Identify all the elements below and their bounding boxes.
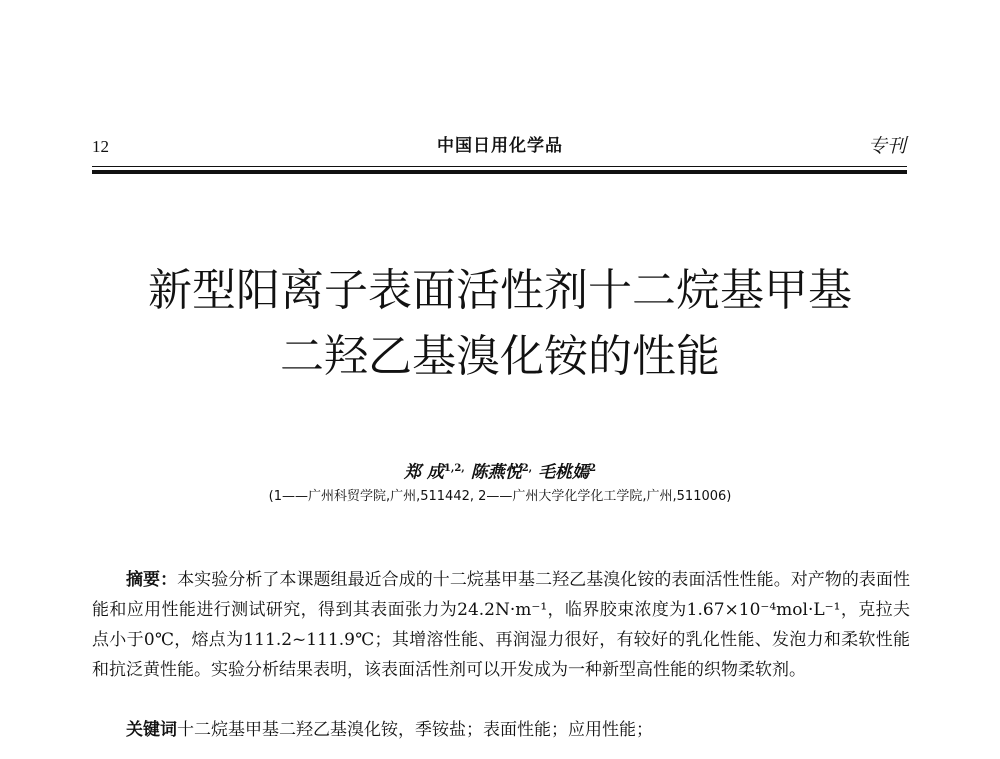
- author-name: 陈燕悦: [470, 462, 522, 483]
- author-list: [0, 458, 1000, 484]
- author-affiliation-mark: 2: [589, 463, 597, 474]
- journal-name: 中国日用化学品: [437, 136, 563, 156]
- header-rule-thick: [92, 170, 907, 174]
- issue-label: 专刊: [867, 135, 906, 157]
- author-name: 毛桃嫣: [538, 462, 590, 483]
- keywords: [92, 715, 910, 745]
- page-number: 12: [92, 137, 109, 156]
- author-name: 郑 成: [403, 462, 444, 483]
- keywords-label: 关键词: [126, 720, 177, 740]
- author-affiliations: (1——广州科贸学院,广州,511442, 2——广州大学化学化工学院,广州,511006): [268, 489, 732, 504]
- abstract-text: 本实验分析了本课题组最近合成的十二烷基甲基二羟乙基溴化铵的表面活性性能。对产物的表面性能和应用性能进行测试研究，得到其表面张力为24.2N·m⁻¹，临界胶束浓度为1.67×10⁻⁴mol·L⁻¹，克拉夫点小于0℃，熔点为111.2~111.9℃；其增溶性能、再润湿力很好，有较好的乳化性能、发泡力和柔软性能和抗泛黄性能。实验分析结果表明，该表面活性剂可以开发成为一种新型高性能的织物柔软剂。: [92, 570, 911, 680]
- author-affiliation-mark: 1,2,: [443, 463, 465, 474]
- abstract-label: 摘要：: [126, 570, 178, 590]
- abstract: [92, 565, 910, 685]
- paper-title-line-1: 新型阳离子表面活性剂十二烷基甲基: [148, 265, 852, 316]
- author-affiliation-mark: 2,: [521, 463, 533, 474]
- header-rule-thin: [92, 166, 907, 167]
- paper-title-line-2: 二羟乙基溴化铵的性能: [280, 331, 720, 382]
- paper-title: [60, 258, 940, 390]
- keywords-text: 十二烷基甲基二羟乙基溴化铵，季铵盐；表面性能；应用性能；: [177, 720, 653, 740]
